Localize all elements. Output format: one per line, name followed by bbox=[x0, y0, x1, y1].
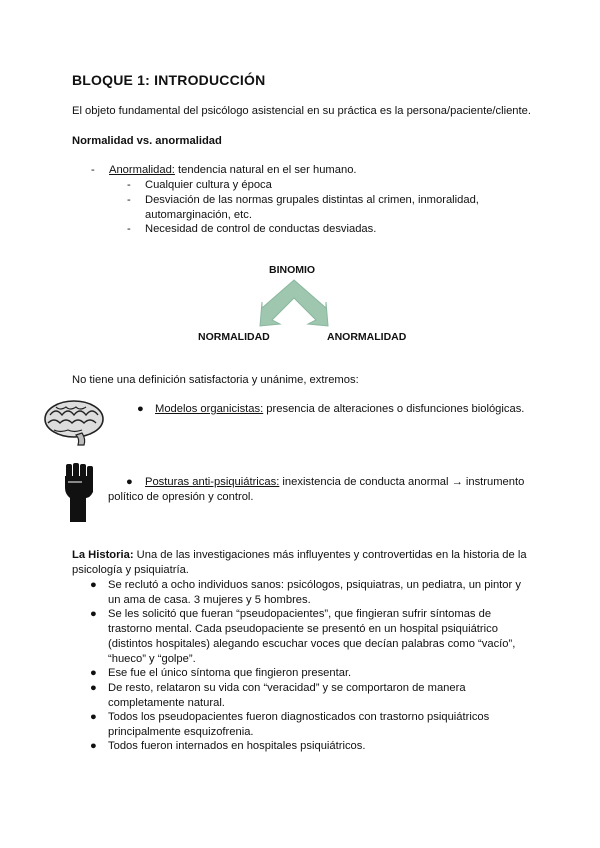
model-label: Modelos organicistas: bbox=[155, 403, 264, 415]
history-bullet bbox=[108, 739, 365, 754]
history-text-continuation: psicología y psiquiatría. bbox=[72, 564, 189, 576]
section-heading: Normalidad vs. anormalidad bbox=[72, 135, 222, 147]
sub-item: Cualquier cultura y época bbox=[145, 179, 272, 191]
history-bullet bbox=[108, 578, 521, 608]
page-title: BLOQUE 1: INTRODUCCIÓN bbox=[72, 72, 266, 88]
dash-marker: - bbox=[91, 164, 95, 176]
bullet-line: completamente natural. bbox=[108, 697, 225, 709]
anormalidad-label: Anormalidad: bbox=[109, 164, 175, 176]
bullet-line: Todos los pseudopacientes fueron diagnosticados con trastorno psiquiátricos bbox=[108, 711, 490, 723]
history-bullet bbox=[108, 666, 351, 681]
bullet-dot: ● bbox=[137, 403, 144, 415]
bullet-line: Se les solicitó que fueran “pseudopacientes”, que fingieran sufrir síntomas de bbox=[108, 608, 492, 620]
raised-fist-icon bbox=[62, 462, 96, 522]
history-text: Una de las investigaciones más influyentes y controvertidas en la historia de la bbox=[133, 549, 527, 561]
sub-item: Necesidad de control de conductas desviadas. bbox=[145, 223, 377, 235]
intro-paragraph: El objeto fundamental del psicólogo asistencial en su práctica es la persona/paciente/cliente. bbox=[72, 105, 531, 117]
history-paragraph bbox=[72, 548, 527, 563]
history-bullet bbox=[108, 710, 489, 740]
bullet-dot: ● bbox=[90, 740, 97, 752]
model-antipsiquiatricas bbox=[145, 475, 524, 490]
model-text-continuation: político de opresión y control. bbox=[108, 491, 254, 503]
brain-icon bbox=[42, 397, 106, 447]
sub-dash: - bbox=[127, 194, 131, 206]
anormalidad-text: tendencia natural en el ser humano. bbox=[174, 164, 357, 176]
bullet-line: “hueco” y “golpe”. bbox=[108, 653, 196, 665]
diagram-top-label: BINOMIO bbox=[269, 264, 316, 276]
bullet-line: principalmente esquizofrenia. bbox=[108, 726, 254, 738]
model-organicistas bbox=[155, 402, 524, 417]
bullet-line: De resto, relataron su vida con “veracidad” y se comportaron de manera bbox=[108, 682, 466, 694]
model-text: inexistencia de conducta anormal → instrumento bbox=[279, 476, 525, 488]
bullet-line: Se reclutó a ocho individuos sanos: psicólogos, psiquiatras, un pediatra, un pintor y bbox=[108, 579, 521, 591]
anormalidad-item bbox=[109, 163, 357, 178]
binomio-arrow-diagram bbox=[258, 278, 330, 328]
bullet-line: trastorno mental. Cada pseudopaciente se presentó en un hospital psiquiátrico bbox=[108, 623, 498, 635]
sub-dash: - bbox=[127, 179, 131, 191]
diagram-right-label: ANORMALIDAD bbox=[327, 331, 407, 343]
history-label: La Historia: bbox=[72, 549, 134, 561]
model-label: Posturas anti-psiquiátricas: bbox=[145, 476, 280, 488]
history-bullet bbox=[108, 607, 515, 667]
bullet-dot: ● bbox=[90, 682, 97, 694]
bullet-dot: ● bbox=[90, 711, 97, 723]
split-arrow-shape bbox=[260, 280, 328, 326]
model-text: presencia de alteraciones o disfunciones biológicas. bbox=[263, 403, 525, 415]
bullet-dot: ● bbox=[90, 579, 97, 591]
bullet-line: Todos fueron internados en hospitales psiquiátricos. bbox=[108, 740, 366, 752]
bullet-dot: ● bbox=[90, 667, 97, 679]
bullet-line: (distintos hospitales) alegando escuchar voces que decían palabras como “vacío”, bbox=[108, 638, 516, 650]
bullet-line: Ese fue el único síntoma que fingieron presentar. bbox=[108, 667, 352, 679]
bullet-line: un ama de casa. 3 mujeres y 5 hombres. bbox=[108, 594, 311, 606]
sub-item-continuation: automarginación, etc. bbox=[145, 209, 252, 221]
sub-dash: - bbox=[127, 223, 131, 235]
sub-item: Desviación de las normas grupales distintas al crimen, inmoralidad, bbox=[145, 194, 479, 206]
bullet-dot: ● bbox=[90, 608, 97, 620]
bullet-dot: ● bbox=[126, 476, 133, 488]
definition-intro: No tiene una definición satisfactoria y unánime, extremos: bbox=[72, 374, 359, 386]
history-bullet bbox=[108, 681, 466, 711]
diagram-left-label: NORMALIDAD bbox=[198, 331, 270, 343]
